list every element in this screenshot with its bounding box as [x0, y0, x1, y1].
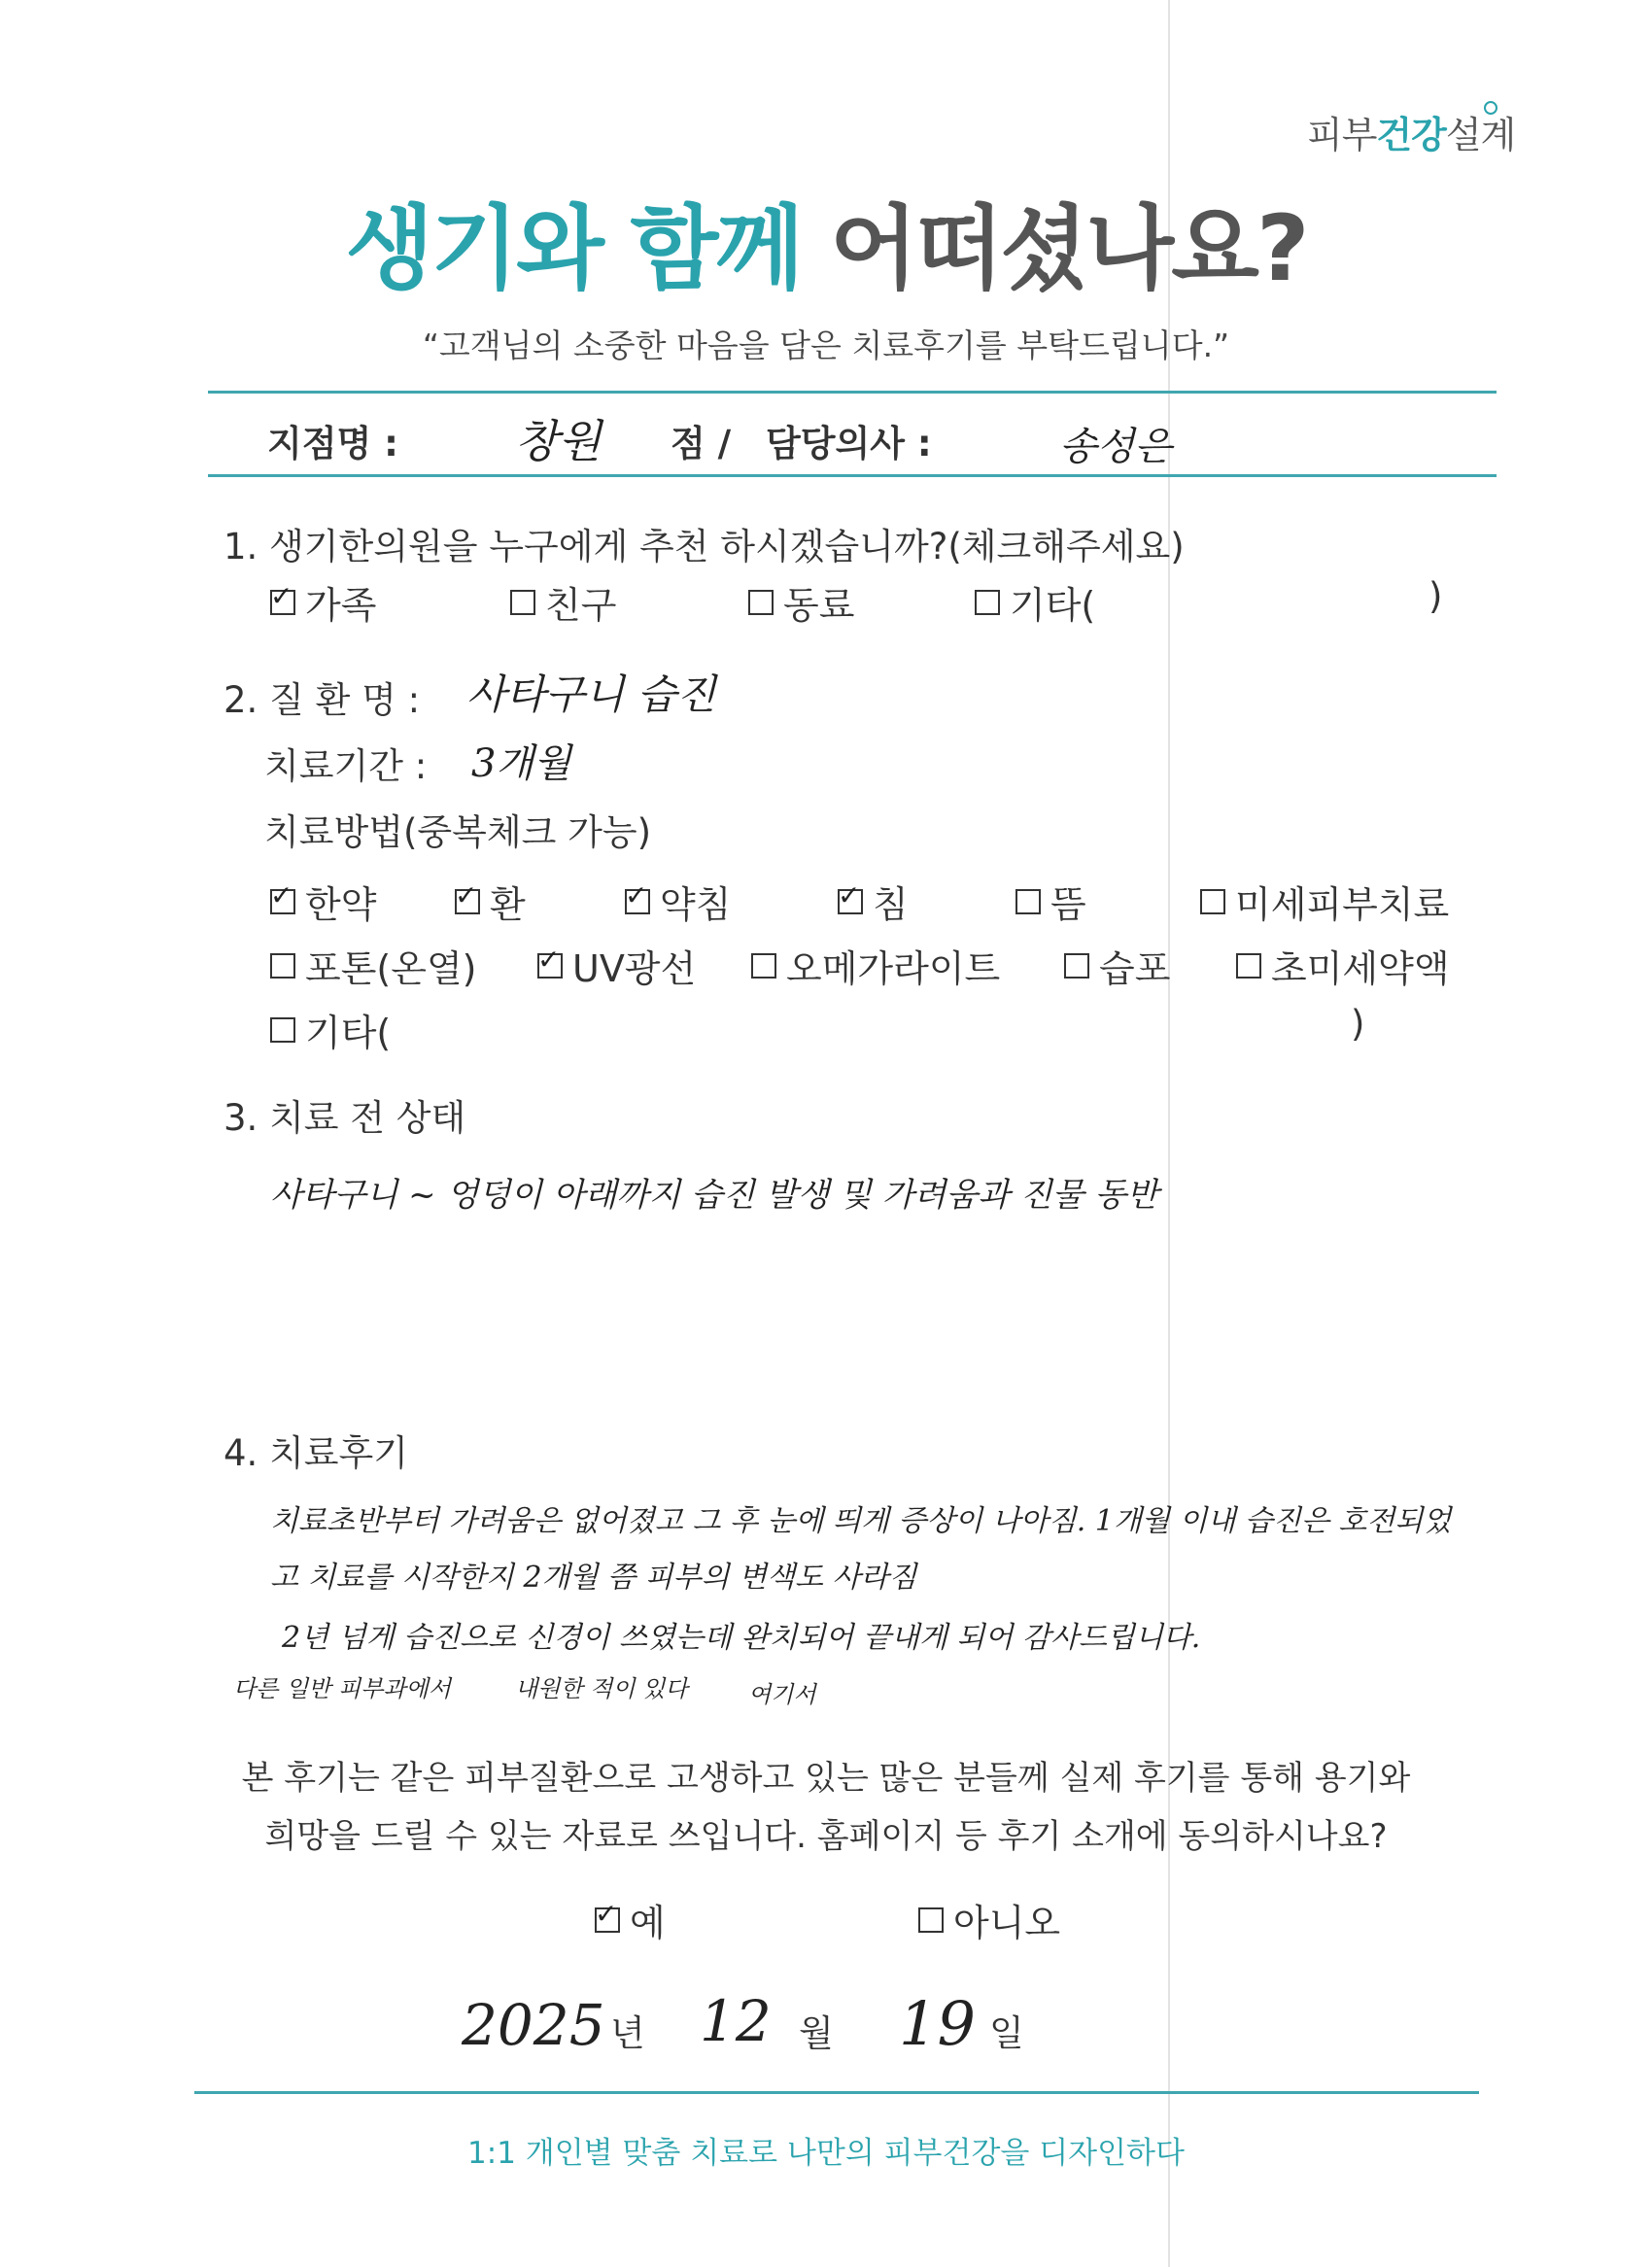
footer-tagline: 1:1 개인별 맞춤 치료로 나만의 피부건강을 디자인하다 — [467, 2136, 1185, 2171]
q4-note-2: 내원한 적이 있다 — [515, 1675, 688, 1702]
method-other[interactable]: 기타( — [270, 1003, 391, 1056]
q2-disease-label: 2. 질 환 명 : — [224, 679, 421, 721]
method-micro-skin[interactable]: 미세피부치료 — [1200, 875, 1449, 928]
top-rule — [208, 391, 1497, 394]
q1-option-friend[interactable]: 친구 — [510, 575, 616, 629]
checkbox[interactable] — [975, 590, 1000, 615]
title-part2: 어떠셨나요? — [829, 196, 1307, 302]
date-month: 12 — [700, 1988, 772, 2054]
consent-yes[interactable]: ✓ 예 — [595, 1893, 666, 1946]
brand-dot-icon — [1484, 101, 1497, 115]
checkbox[interactable] — [270, 1017, 295, 1043]
checkbox-checked[interactable] — [838, 889, 863, 914]
date-year-unit: 년 — [610, 2012, 645, 2054]
q4-note-1: 다른 일반 피부과에서 — [233, 1675, 451, 1702]
checkbox[interactable] — [1015, 889, 1041, 914]
checkbox[interactable] — [1200, 889, 1225, 914]
title-part1: 생기와 함께 — [345, 196, 802, 302]
checkbox-checked[interactable] — [455, 889, 480, 914]
doctor-value: 송성은 — [1059, 425, 1172, 469]
date-day: 19 — [899, 1988, 976, 2059]
method-compress[interactable]: 습포 — [1064, 939, 1170, 992]
page-title — [0, 175, 1652, 306]
checkbox[interactable] — [748, 590, 774, 615]
q1-question: 1. 생기한의원을 누구에게 추천 하시겠습니까?(체크해주세요) — [224, 526, 1185, 567]
branch-label: 지점명 : — [267, 423, 398, 464]
q1-option-other[interactable]: 기타( — [975, 575, 1095, 629]
date-month-unit: 월 — [799, 2012, 834, 2054]
subtitle: “고객님의 소중한 마음을 담은 치료후기를 부탁드립니다.” — [422, 326, 1230, 364]
q1-close-paren: ) — [1428, 575, 1443, 617]
q4-heading: 4. 치료후기 — [224, 1432, 409, 1474]
checkbox[interactable] — [1064, 953, 1089, 979]
consent-line-1: 본 후기는 같은 피부질환으로 고생하고 있는 많은 분들께 실제 후기를 통해 용기와 — [241, 1759, 1411, 1798]
checkbox-checked[interactable] — [595, 1907, 620, 1933]
consent-line-2: 희망을 드릴 수 있는 자료로 쓰입니다. 홈페이지 등 후기 소개에 동의하시나요? — [264, 1817, 1388, 1856]
q4-line-2: 고 치료를 시작한지 2개월 쯤 피부의 변색도 사라짐 — [270, 1561, 917, 1595]
branch-bottom-rule — [208, 474, 1497, 477]
q4-line-1: 치료초반부터 가려움은 없어졌고 그 후 눈에 띄게 증상이 나아짐. 1개월 이내 습진은 호전되었 — [270, 1504, 1452, 1538]
date-year: 2025 — [462, 1992, 605, 2058]
checkbox[interactable] — [270, 953, 295, 979]
q2-method-label: 치료방법(중복체크 가능) — [264, 811, 652, 853]
consent-no[interactable]: 아니오 — [918, 1893, 1060, 1946]
method-moxibustion[interactable]: 뜸 — [1015, 875, 1086, 928]
checkbox[interactable] — [1236, 953, 1261, 979]
method-uv[interactable]: ✓ UV광선 — [537, 939, 696, 992]
checkbox[interactable] — [751, 953, 776, 979]
q3-heading: 3. 치료 전 상태 — [224, 1097, 466, 1139]
checkbox-checked[interactable] — [270, 590, 295, 615]
method-micro-solution[interactable]: 초미세약액 — [1236, 939, 1450, 992]
branch-value: 창원 — [515, 415, 602, 467]
brand-logo: 피부건강설계 — [1307, 114, 1516, 156]
doctor-label: 담당의사 : — [766, 423, 932, 464]
method-pill[interactable]: ✓ 환 — [455, 875, 526, 928]
footer-rule — [194, 2091, 1479, 2094]
q4-line-3: 2년 넘게 습진으로 신경이 쓰였는데 완치되어 끝내게 되어 감사드립니다. — [282, 1621, 1201, 1655]
q4-note-3: 여기서 — [748, 1681, 816, 1708]
checkbox-checked[interactable] — [537, 953, 563, 979]
q1-option-family[interactable]: ✓ 가족 — [270, 575, 376, 629]
method-herbal[interactable]: ✓ 한약 — [270, 875, 376, 928]
q2-disease-value: 사타구니 습진 — [466, 670, 716, 718]
branch-suffix: 점 / — [671, 423, 732, 464]
method-acupuncture[interactable]: ✓ 침 — [838, 875, 909, 928]
checkbox[interactable] — [510, 590, 535, 615]
q3-text: 사타구니 ~ 엉덩이 아래까지 습진 발생 및 가려움과 진물 동반 — [270, 1176, 1159, 1215]
date-day-unit: 일 — [989, 2012, 1024, 2054]
q2-period-label: 치료기간 : — [264, 745, 428, 787]
checkbox[interactable] — [918, 1907, 944, 1933]
q2-period-value: 3개월 — [471, 741, 571, 786]
q1-option-coworker[interactable]: 동료 — [748, 575, 854, 629]
method-omega-light[interactable]: 오메가라이트 — [751, 939, 1000, 992]
method-photon[interactable]: 포톤(온열) — [270, 939, 476, 992]
method-close-paren: ) — [1351, 1003, 1365, 1045]
checkbox-checked[interactable] — [625, 889, 650, 914]
checkbox-checked[interactable] — [270, 889, 295, 914]
method-pharmacopuncture[interactable]: ✓ 약침 — [625, 875, 731, 928]
